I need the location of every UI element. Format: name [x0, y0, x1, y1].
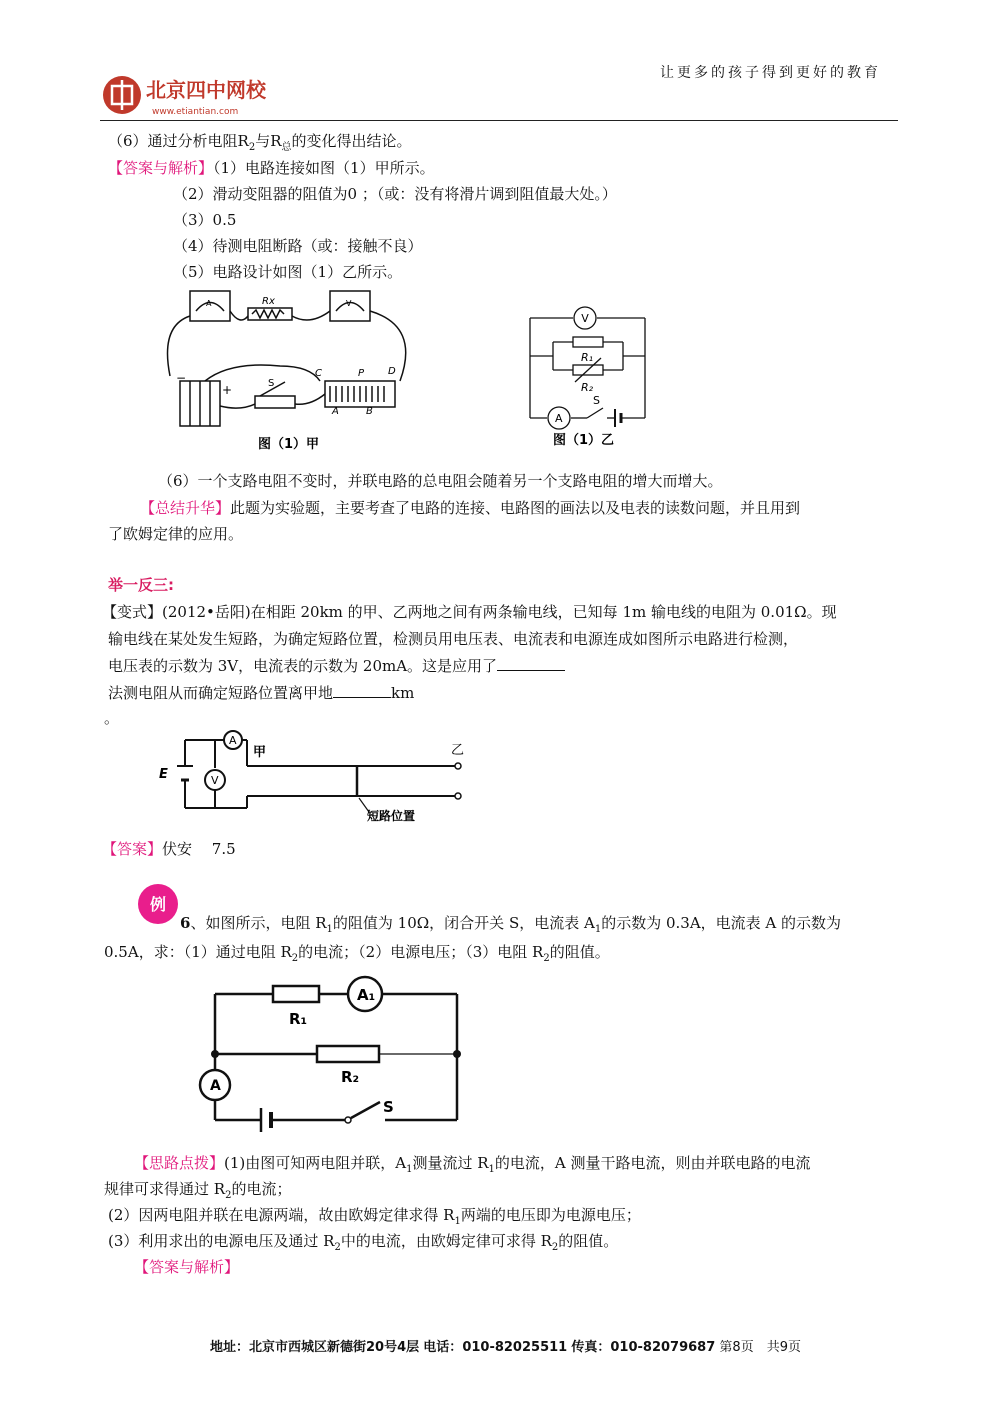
- svg-text:A: A: [555, 412, 563, 425]
- variant-answer-tag: 【答案】: [102, 840, 163, 858]
- svg-text:A: A: [229, 734, 237, 747]
- example-badge: [136, 882, 180, 926]
- svg-text:C: C: [315, 368, 322, 379]
- figure-1-circuit-diagram: [515, 290, 665, 455]
- svg-text:例: 例: [149, 895, 167, 914]
- resistor-r2-symbol: [317, 1046, 379, 1062]
- svg-text:R₂: R₂: [341, 1068, 360, 1086]
- variant-line-2: 输电线在某处发生短路，为确定短路位置，检测员用电压表、电流表和电源连成如图所示电路进行检测，: [108, 630, 799, 648]
- variant-heading: 举一反三:: [108, 576, 174, 594]
- answer-line-5: （5）电路设计如图（1）乙所示。: [173, 263, 403, 281]
- svg-text:V: V: [211, 774, 219, 787]
- figure-1-left-caption: 图（1）甲: [258, 437, 320, 452]
- summary-line-1: 【总结升华】此题为实验题，主要考查了电路的连接、电路图的画法以及电表的读数问题，并且用到: [140, 499, 801, 517]
- example-line-2: 0.5A，求：（1）通过电阻 $R_2$的电流；（2）电源电压；（3）电阻 $R_2$的阻值。: [104, 943, 610, 964]
- hint-tag: 【思路点拨】: [134, 1154, 225, 1172]
- hint-line-1: 【思路点拨】(1)由图可知两电阻并联，$A_1$测量流过 $R_1$的电流，A 测量干路电流，则由并联电路的电流: [134, 1154, 811, 1175]
- svg-text:S: S: [383, 1098, 394, 1116]
- figure-1-wiring-photo: [160, 286, 420, 456]
- variant-line-5: 。: [104, 709, 120, 727]
- header-slogan: 让更多的孩子得到更好的教育: [660, 65, 881, 81]
- svg-text:A: A: [206, 299, 212, 308]
- page-number: 第8页 共9页: [719, 1340, 801, 1355]
- answer-blank-2: [333, 683, 391, 698]
- summary-line-2: 了欧姆定律的应用。: [108, 525, 244, 543]
- figure-1-right-caption: 图（1）乙: [553, 433, 615, 448]
- svg-text:+: +: [222, 383, 233, 397]
- svg-text:R₁: R₁: [289, 1010, 308, 1028]
- svg-text:甲: 甲: [253, 745, 267, 760]
- svg-text:E: E: [159, 767, 168, 782]
- school-logo: [100, 72, 310, 118]
- svg-text:Rx: Rx: [262, 296, 275, 307]
- answer-blank-1: [497, 656, 565, 671]
- logo-url: www.etiantian.com: [152, 107, 239, 117]
- hint-line-2: 规律可求得通过 $R_2$的电流；: [104, 1180, 292, 1201]
- svg-text:B: B: [366, 406, 373, 417]
- svg-text:−: −: [176, 371, 187, 385]
- header-divider: [100, 120, 898, 121]
- svg-text:A: A: [210, 1078, 221, 1094]
- answer-tag: 【答案与解析】: [108, 159, 214, 177]
- svg-text:乙: 乙: [451, 743, 465, 758]
- svg-text:S: S: [593, 394, 600, 407]
- summary-tag: 【总结升华】: [140, 499, 231, 517]
- variant-line-4: 法测电阻从而确定短路位置离甲地 km: [108, 684, 415, 702]
- switch-device: [255, 396, 295, 408]
- svg-text:V: V: [581, 312, 589, 325]
- svg-text:R₁: R₁: [581, 351, 594, 364]
- resistor-r1-symbol: [273, 986, 319, 1002]
- answer-line-2: （2）滑动变阻器的阻值为0 ；（或：没有将滑片调到阻值最大处。）: [173, 185, 617, 203]
- hint-line-3: (2）因两电阻并联在电源两端，故由欧姆定律求得 $R_1$两端的电压即为电源电压；: [108, 1206, 641, 1227]
- answer-line-4: （4）待测电阻断路（或：接触不良）: [173, 237, 423, 255]
- svg-text:A: A: [332, 406, 339, 417]
- example-line-1: 6、如图所示，电阻 $R_1$的阻值为 10Ω，闭合开关 S，电流表 $A_1$的示数为 0.3A，电流表 A 的示数为: [180, 914, 842, 935]
- variant-line-1: 【变式】(2012•岳阳)在相距 20km 的甲、乙两地之间有两条输电线，已知每 1m 输电线的电阻为 0.01Ω。现: [102, 603, 837, 621]
- svg-text:V: V: [346, 299, 352, 308]
- logo-text: 北京四中网校: [146, 78, 266, 102]
- variant-answer: 【答案】伏安 7.5: [102, 840, 236, 858]
- hint-line-4: (3）利用求出的电源电压及通过 $R_2$中的电流，由欧姆定律可求得 $R_2$的阻值。: [108, 1232, 619, 1253]
- svg-text:D: D: [388, 366, 396, 377]
- variant-line-3: 电压表的示数为 3V，电流表的示数为 20mA。这是应用了: [108, 655, 565, 676]
- svg-text:A₁: A₁: [357, 986, 376, 1004]
- svg-text:P: P: [358, 368, 365, 379]
- answer-line-3: （3）0.5: [173, 211, 237, 229]
- svg-text:S: S: [268, 378, 275, 389]
- figure-2-short-circuit: [155, 728, 475, 826]
- figure-3-parallel-circuit: [195, 972, 470, 1134]
- question-line-6: （6）通过分析电阻$R_2$与$R_总$的变化得出结论。: [108, 132, 412, 153]
- resistor-r1-symbol: [573, 337, 603, 347]
- svg-text:短路位置: 短路位置: [367, 809, 416, 823]
- answer-line-6: （6）一个支路电阻不变时，并联电路的总电阻会随着另一个支路电阻的增大而增大。: [158, 472, 723, 490]
- answer-line-1: 【答案与解析】（1）电路连接如图（1）甲所示。: [108, 159, 435, 177]
- page-footer: 地址：北京市西城区新德街20号4层 电话：010-82025511 传真：010-82079687 第8页 共9页: [210, 1340, 801, 1355]
- svg-text:R₂: R₂: [581, 381, 594, 394]
- final-answer-tag: 【答案与解析】: [134, 1258, 240, 1276]
